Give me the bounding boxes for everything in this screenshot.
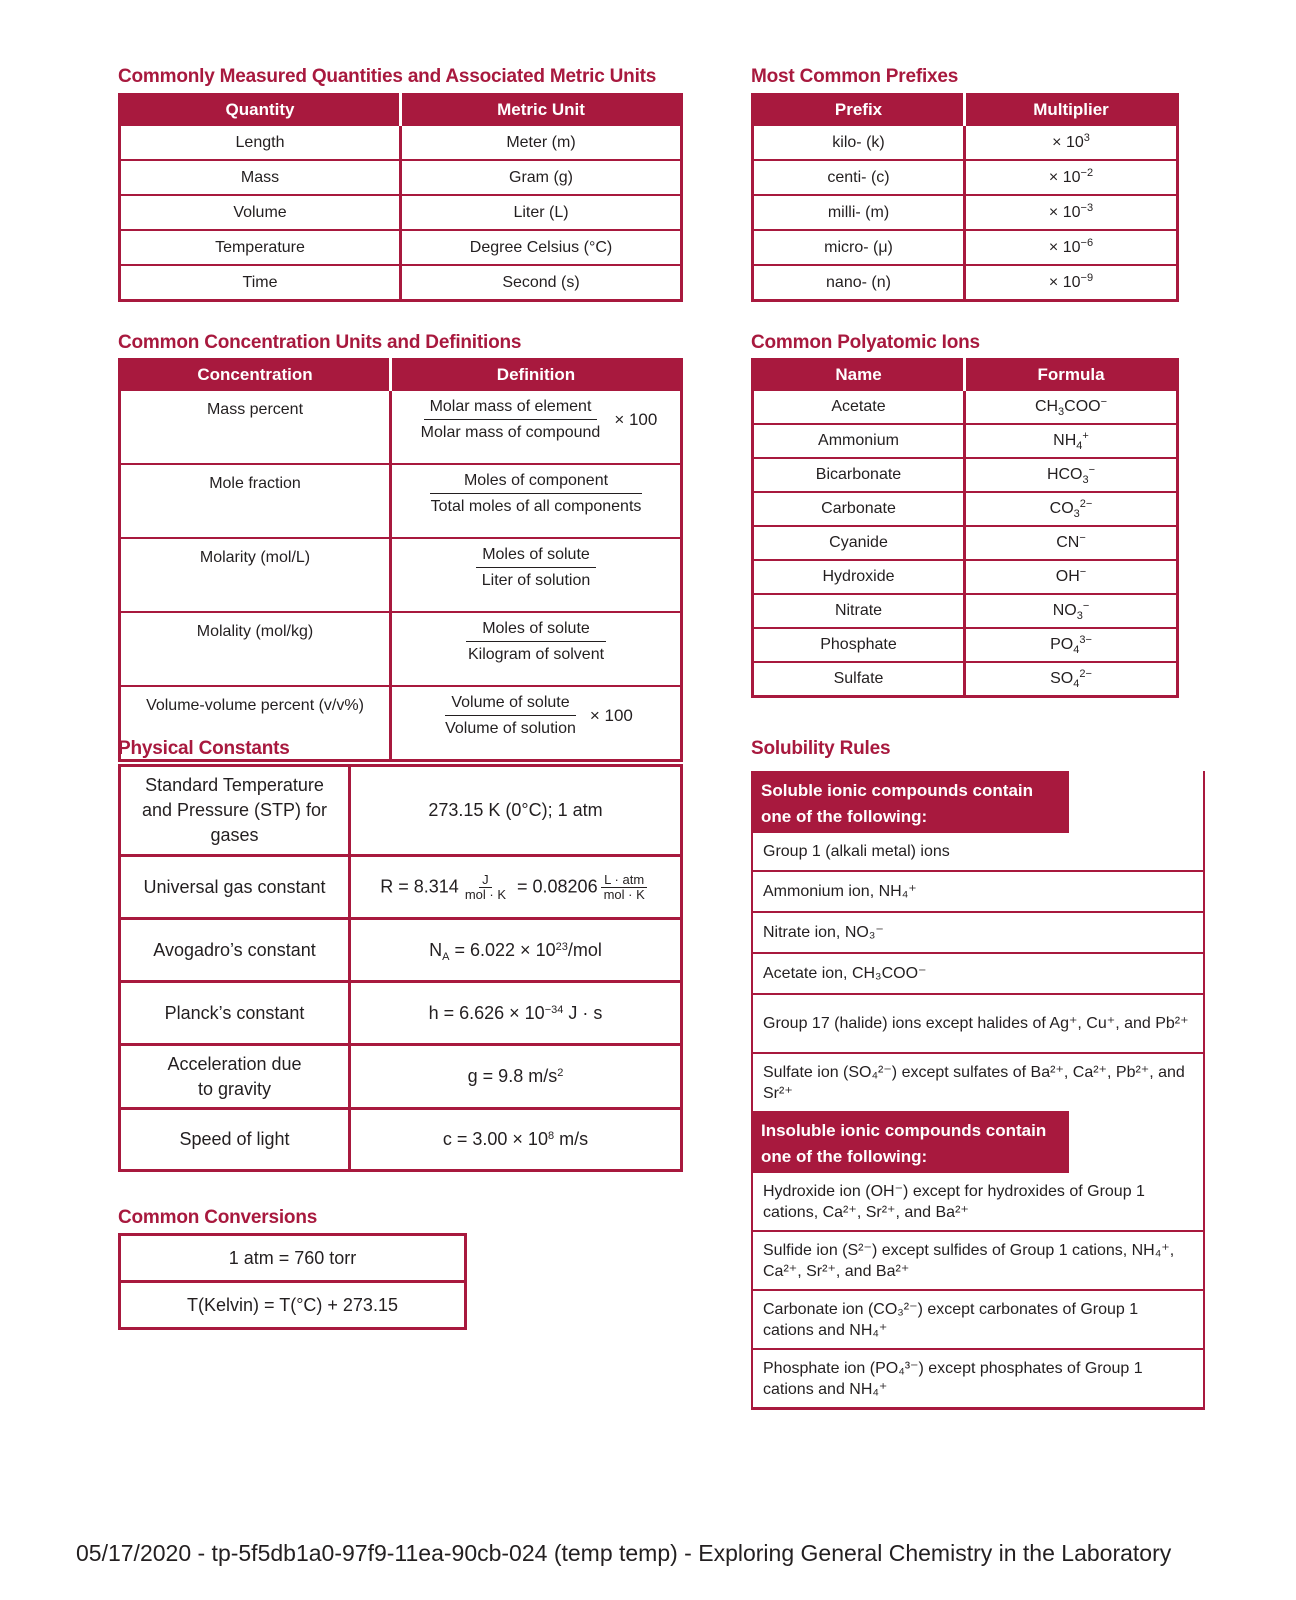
ion-formula: $PO_4^{3-}$ xyxy=(965,628,1178,662)
multiplier-cell: × $10^{-6}$ xyxy=(965,230,1178,265)
table-row xyxy=(120,230,682,265)
table-row xyxy=(120,125,682,160)
ion-formula: $HCO_3^-$ xyxy=(965,458,1178,492)
quantity-header: Quantity xyxy=(120,95,401,126)
definition-cell: $\frac{\text{Moles of component}}{\text{Total moles of all components}}$ xyxy=(391,464,682,538)
ion-name: Acetate xyxy=(753,390,965,424)
ion-formula: $CH_3COO^-$ xyxy=(965,390,1178,424)
table-row xyxy=(753,424,1178,458)
page-footer: 05/17/2020 - tp-5f5db1a0-97f9-11ea-90cb-024 (temp temp) - Exploring General Chemistry in the Laboratory xyxy=(76,1540,1172,1566)
solubility-table xyxy=(751,771,1205,1410)
conversions-table xyxy=(118,1233,467,1330)
ion-formula: $NH_4^+$ xyxy=(965,424,1178,458)
table-row xyxy=(753,526,1178,560)
ion-name: Hydroxide xyxy=(753,560,965,594)
ion-name: Cyanide xyxy=(753,526,965,560)
unit-cell: Second (s) xyxy=(401,265,682,301)
concentration-name: Mole fraction xyxy=(120,464,391,538)
soluble-heading: Soluble ionic compounds contain one of the following: xyxy=(753,771,1069,833)
table-row xyxy=(120,612,682,686)
gravity-value: g = 9.8 $m/s^2$ xyxy=(350,1045,682,1109)
ions-table xyxy=(751,358,1179,698)
ion-formula: CN− xyxy=(965,526,1178,560)
quantity-cell: Length xyxy=(120,125,401,160)
solubility-title: Solubility Rules xyxy=(751,738,891,759)
concentration-title: Common Concentration Units and Definitions xyxy=(118,332,522,353)
multiplier-header: Multiplier xyxy=(965,95,1178,126)
quantity-cell: Temperature xyxy=(120,230,401,265)
prefix-cell: centi- (c) xyxy=(753,160,965,195)
unit-cell: Degree Celsius (°C) xyxy=(401,230,682,265)
ion-name: Phosphate xyxy=(753,628,965,662)
light-label: Speed of light xyxy=(120,1109,350,1171)
ion-formula: $CO_3^{2-}$ xyxy=(965,492,1178,526)
conversion-atm: 1 atm = 760 torr xyxy=(228,1247,357,1268)
stp-label: Standard Temperature and Pressure (STP) for gases xyxy=(120,766,350,856)
conversion-kelvin: T(Kelvin) = T(°C) + 273.15 xyxy=(120,1282,466,1329)
concentration-name: Mass percent xyxy=(120,390,391,464)
ion-name: Nitrate xyxy=(753,594,965,628)
table-row xyxy=(120,1109,682,1171)
table-row xyxy=(753,125,1178,160)
concentration-name: Volume-volume percent (v/v%) xyxy=(120,686,391,761)
table-row xyxy=(120,982,682,1045)
soluble-rule: Nitrate ion, NO₃⁻ xyxy=(753,911,1203,952)
ion-name: Carbonate xyxy=(753,492,965,526)
ion-name: Ammonium xyxy=(753,424,965,458)
prefix-cell: nano- (n) xyxy=(753,265,965,301)
table-row xyxy=(753,265,1178,301)
planck-value: $h = 6.626 \times 10^{-34}$ J · s xyxy=(350,982,682,1045)
table-row xyxy=(753,492,1178,526)
table-row xyxy=(120,766,682,856)
ion-formula: $SO_4^{2-}$ xyxy=(965,662,1178,697)
concentration-name: Molality (mol/kg) xyxy=(120,612,391,686)
table-row xyxy=(120,538,682,612)
gas-constant-label: Universal gas constant xyxy=(120,856,350,919)
insoluble-rule: Carbonate ion (CO₃²⁻) except carbonates of Group 1 cations and NH₄⁺ xyxy=(753,1289,1203,1348)
planck-label: Planck’s constant xyxy=(120,982,350,1045)
quantity-cell: Volume xyxy=(120,195,401,230)
definition-header: Definition xyxy=(391,360,682,391)
table-row xyxy=(120,195,682,230)
table-row xyxy=(120,1235,466,1282)
gas-constant-value: R = 8.314 J mol · K = 0.08206 L · atm mol · K xyxy=(350,856,682,919)
soluble-rule: Sulfate ion (SO₄²⁻) except sulfates of Ba²⁺, Ca²⁺, Pb²⁺, and Sr²⁺ xyxy=(753,1052,1203,1111)
table-row xyxy=(120,464,682,538)
avogadro-label: Avogadro’s constant xyxy=(120,919,350,982)
table-row xyxy=(120,390,682,464)
definition-cell: $\frac{\text{Moles of solute}}{\text{Liter of solution}}$ xyxy=(391,538,682,612)
table-row xyxy=(120,1282,466,1329)
name-header: Name xyxy=(753,360,965,391)
multiplier-cell: × $10^{-2}$ xyxy=(965,160,1178,195)
ion-name: Sulfate xyxy=(753,662,965,697)
prefixes-table xyxy=(751,93,1179,302)
insoluble-rule: Hydroxide ion (OH⁻) except for hydroxides of Group 1 cations, Ca²⁺, Sr²⁺, and Ba²⁺ xyxy=(763,1182,1145,1221)
multiplier-cell: × $10^3$ xyxy=(965,125,1178,160)
unit-cell: Liter (L) xyxy=(401,195,682,230)
insoluble-rule: Sulfide ion (S²⁻) except sulfides of Group 1 cations, NH₄⁺, Ca²⁺, Sr²⁺, and Ba²⁺ xyxy=(753,1230,1203,1289)
concentration-name: Molarity (mol/L) xyxy=(120,538,391,612)
definition-cell: $\frac{\text{Molar mass of element}}{\text{Molar mass of compound}}$ × 100 xyxy=(391,390,682,464)
multiplier-cell: × $10^{-9}$ xyxy=(965,265,1178,301)
table-row xyxy=(753,390,1178,424)
soluble-rule: Group 1 (alkali metal) ions xyxy=(763,843,950,860)
table-row xyxy=(120,856,682,919)
definition-cell: $\frac{\text{Volume of solute}}{\text{Volume of solution}}$ × 100 xyxy=(391,686,682,761)
metric-unit-header: Metric Unit xyxy=(401,95,682,126)
multiplier-cell: × $10^{-3}$ xyxy=(965,195,1178,230)
soluble-rule: Ammonium ion, NH₄⁺ xyxy=(753,870,1203,911)
quantities-table xyxy=(118,93,683,302)
insoluble-heading: Insoluble ionic compounds contain one of the following: xyxy=(753,1111,1069,1173)
prefix-header: Prefix xyxy=(753,95,965,126)
table-row xyxy=(753,628,1178,662)
soluble-rule: Acetate ion, CH₃COO⁻ xyxy=(753,952,1203,993)
table-row xyxy=(120,160,682,195)
stp-value: 273.15 K (0°C); 1 atm xyxy=(428,800,603,820)
prefixes-title: Most Common Prefixes xyxy=(751,66,959,87)
quantity-cell: Mass xyxy=(120,160,401,195)
insoluble-rule: Phosphate ion (PO₄³⁻) except phosphates of Group 1 cations and NH₄⁺ xyxy=(753,1348,1203,1407)
ions-title: Common Polyatomic Ions xyxy=(751,332,980,353)
quantity-cell: Time xyxy=(120,265,401,301)
gravity-label: Acceleration due to gravity xyxy=(120,1045,350,1109)
conversions-title: Common Conversions xyxy=(118,1207,318,1228)
avogadro-value: $N_A = 6.022 \times 10^{23}/mol$ xyxy=(350,919,682,982)
table-row xyxy=(120,1045,682,1109)
table-row xyxy=(753,458,1178,492)
prefix-cell: milli- (m) xyxy=(753,195,965,230)
table-row xyxy=(120,265,682,301)
ion-formula: $NO_3^-$ xyxy=(965,594,1178,628)
concentration-header: Concentration xyxy=(120,360,391,391)
table-row xyxy=(753,560,1178,594)
formula-header: Formula xyxy=(965,360,1178,391)
concentration-table xyxy=(118,358,683,762)
physical-table xyxy=(118,764,683,1172)
physical-title: Physical Constants xyxy=(118,738,290,759)
prefix-cell: micro- (μ) xyxy=(753,230,965,265)
table-row xyxy=(753,160,1178,195)
unit-cell: Meter (m) xyxy=(401,125,682,160)
table-row xyxy=(753,230,1178,265)
prefix-cell: kilo- (k) xyxy=(753,125,965,160)
soluble-rule: Group 17 (halide) ions except halides of Ag⁺, Cu⁺, and Pb²⁺ xyxy=(753,993,1203,1052)
table-row xyxy=(753,195,1178,230)
unit-cell: Gram (g) xyxy=(401,160,682,195)
ion-name: Bicarbonate xyxy=(753,458,965,492)
table-row xyxy=(753,594,1178,628)
table-row xyxy=(120,919,682,982)
quantities-title: Commonly Measured Quantities and Associated Metric Units xyxy=(118,66,657,87)
table-row xyxy=(753,662,1178,697)
light-value: $c = 3.00 \times 10^8$ m/s xyxy=(350,1109,682,1171)
definition-cell: $\frac{\text{Moles of solute}}{\text{Kilogram of solvent}}$ xyxy=(391,612,682,686)
ion-formula: OH− xyxy=(965,560,1178,594)
